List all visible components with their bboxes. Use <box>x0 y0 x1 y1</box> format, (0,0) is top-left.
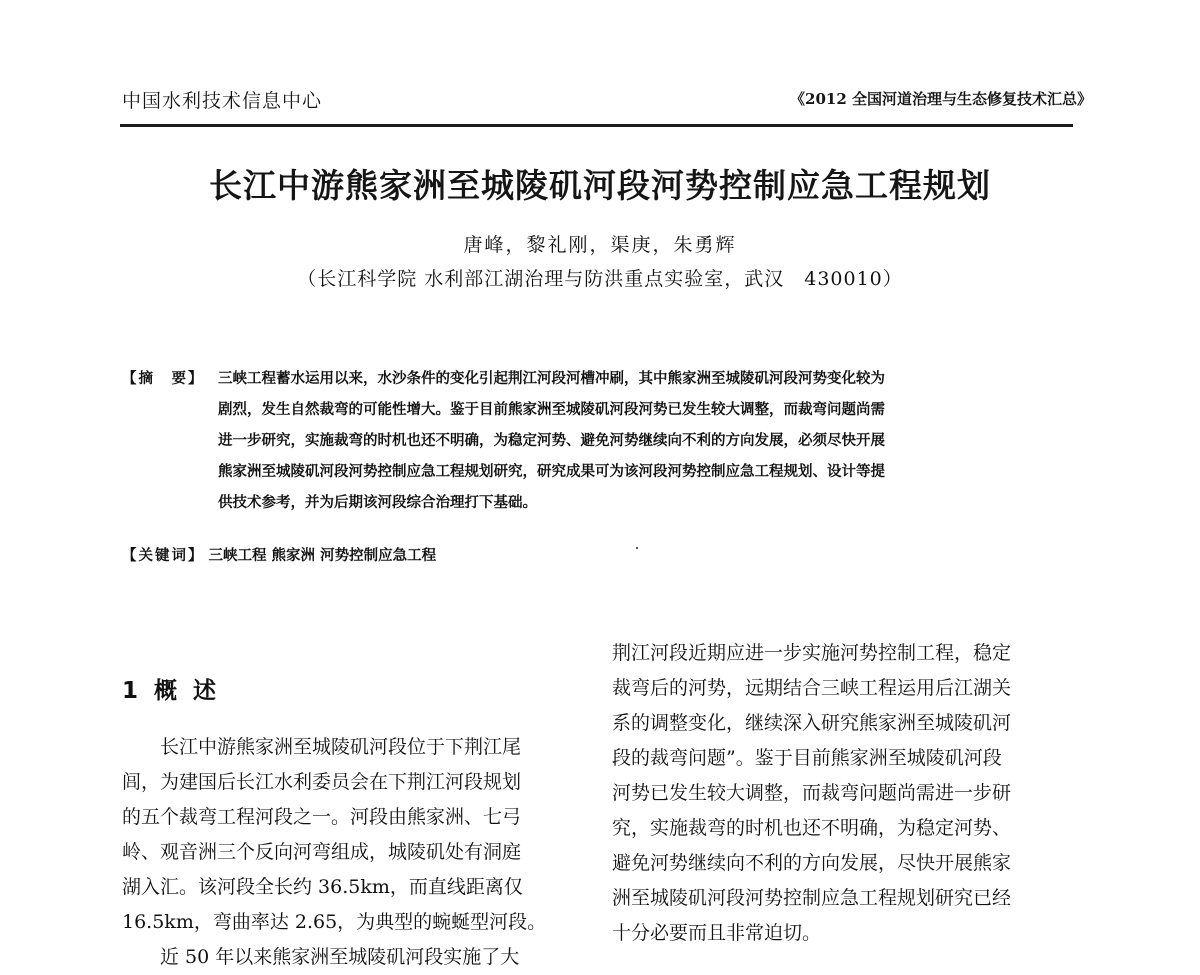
header-collection: 《2012 全国河道治理与生态修复技术汇总》 <box>790 90 1092 108</box>
body-line: 湖入汇。该河段全长约 36.5km，而直线距离仅 <box>122 876 523 898</box>
header-source: 中国水利技术信息中心 <box>122 90 323 112</box>
keywords-label: 【关键词】 <box>122 547 205 564</box>
paper-authors: 唐峰，黎礼刚，渠庚，朱勇辉 <box>463 234 737 256</box>
abstract-line: 熊家洲至城陵矶河段河势控制应急工程规划研究，研究成果可为该河段河势控制应急工程规划、设计等提 <box>218 463 885 480</box>
body-line: 近 50 年以来熊家洲至城陵矶河段实施了大 <box>122 946 520 968</box>
body-line: 的五个裁弯工程河段之一。河段由熊家洲、七弓 <box>122 806 522 828</box>
body-line: 岭、观音洲三个反向河弯组成，城陵矶处有洞庭 <box>122 841 522 863</box>
body-line: 河势已发生较大调整，而裁弯问题尚需进一步研 <box>612 782 1012 804</box>
body-line: 系的调整变化，继续深入研究熊家洲至城陵矶河 <box>612 712 1012 734</box>
paper-affiliation: （长江科学院 水利部江湖治理与防洪重点实验室，武汉 430010） <box>297 268 903 290</box>
keywords-block <box>122 540 436 571</box>
body-line: 段的裁弯问题”。鉴于目前熊家洲至城陵矶河段 <box>612 747 1002 769</box>
abstract-label: 【摘 要】 <box>122 370 205 387</box>
body-line: 避免河势继续向不利的方向发展，尽快开展熊家 <box>612 852 1012 874</box>
left-column <box>122 730 546 975</box>
body-line: 裁弯后的河势，远期结合三峡工程运用后江湖关 <box>612 677 1012 699</box>
body-line: 16.5km，弯曲率达 2.65，为典型的蜿蜒型河段。 <box>122 911 547 933</box>
body-line: 闾，为建国后长江水利委员会在下荆江河段规划 <box>122 771 522 793</box>
abstract-block <box>122 363 1070 518</box>
header-rule <box>120 124 1073 127</box>
right-column <box>612 636 1011 951</box>
body-line: 十分必要而且非常迫切。 <box>612 922 822 944</box>
abstract-text <box>218 363 1070 518</box>
body-line: 究，实施裁弯的时机也还不明确，为稳定河势、 <box>612 817 1012 839</box>
body-line: 洲至城陵矶河段河势控制应急工程规划研究已经 <box>612 887 1012 909</box>
abstract-line: 进一步研究，实施裁弯的时机也还不明确，为稳定河势、避免河势继续向不利的方向发展，必须尽快开展 <box>218 432 885 449</box>
abstract-line: 剧烈，发生自然裁弯的可能性增大。鉴于目前熊家洲至城陵矶河段河势已发生较大调整，而裁弯问题尚需 <box>218 401 885 418</box>
body-line: 长江中游熊家洲至城陵矶河段位于下荆江尾 <box>122 736 522 758</box>
scan-speck <box>636 547 638 549</box>
abstract-line: 供技术参考，并为后期该河段综合治理打下基础。 <box>218 494 537 511</box>
body-line: 荆江河段近期应进一步实施河势控制工程，稳定 <box>612 642 1012 664</box>
keywords-text: 三峡工程 熊家洲 河势控制应急工程 <box>208 547 437 564</box>
abstract-line: 三峡工程蓄水运用以来，水沙条件的变化引起荆江河段河槽冲刷，其中熊家洲至城陵矶河段河势变化较为 <box>218 370 885 387</box>
paper-title: 长江中游熊家洲至城陵矶河段河势控制应急工程规划 <box>209 166 991 205</box>
section-heading: 1 概 述 <box>122 678 221 704</box>
